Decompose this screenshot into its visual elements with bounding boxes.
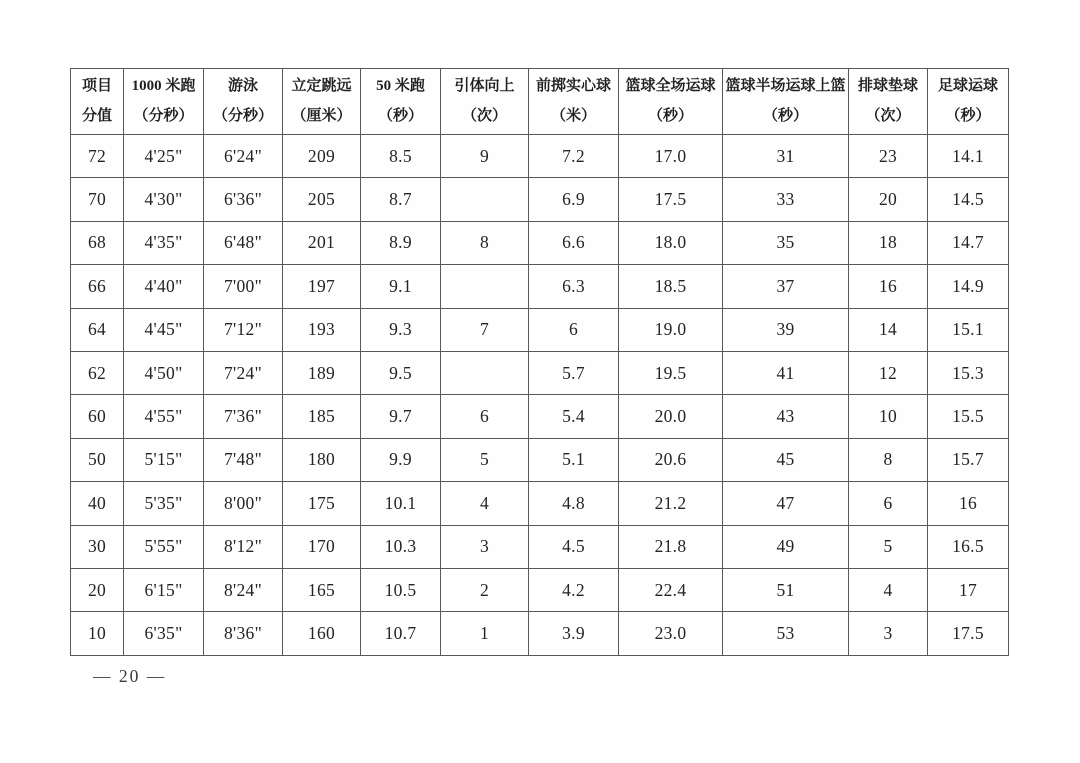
table-cell: 20.0 bbox=[619, 395, 723, 438]
table-cell: 10.1 bbox=[361, 482, 441, 525]
table-cell: 16.5 bbox=[928, 525, 1009, 568]
table-cell: 4.5 bbox=[529, 525, 619, 568]
table-cell: 4.8 bbox=[529, 482, 619, 525]
table-cell: 5.7 bbox=[529, 351, 619, 394]
table-cell: 5.4 bbox=[529, 395, 619, 438]
score-cell: 60 bbox=[71, 395, 124, 438]
table-cell: 8'24" bbox=[204, 568, 283, 611]
table-cell: 15.5 bbox=[928, 395, 1009, 438]
header-line: 引体向上 bbox=[454, 78, 515, 95]
table-cell: 16 bbox=[849, 265, 928, 308]
table-cell: 180 bbox=[283, 438, 361, 481]
table-row bbox=[71, 482, 1009, 525]
header-line: 前掷实心球 bbox=[535, 78, 611, 95]
table-cell: 201 bbox=[283, 221, 361, 264]
table-cell: 15.1 bbox=[928, 308, 1009, 351]
table-row bbox=[71, 178, 1009, 221]
header-line: （分秒） bbox=[212, 107, 273, 124]
table-cell: 175 bbox=[283, 482, 361, 525]
table-cell: 20 bbox=[849, 178, 928, 221]
table-cell: 5 bbox=[849, 525, 928, 568]
column-header-cell bbox=[441, 69, 529, 135]
table-cell: 15.7 bbox=[928, 438, 1009, 481]
score-cell: 20 bbox=[71, 568, 124, 611]
table-cell: 10.5 bbox=[361, 568, 441, 611]
table-cell: 18.0 bbox=[619, 221, 723, 264]
column-header-cell bbox=[849, 69, 928, 135]
table-cell: 4'25" bbox=[124, 135, 204, 178]
table-cell: 9.5 bbox=[361, 351, 441, 394]
table-cell: 6'35" bbox=[124, 612, 204, 655]
table-row bbox=[71, 612, 1009, 655]
table-cell: 41 bbox=[723, 351, 849, 394]
table-cell: 209 bbox=[283, 135, 361, 178]
header-line: 排球垫球 bbox=[857, 78, 918, 95]
table-cell: 7'12" bbox=[204, 308, 283, 351]
header-line: （米） bbox=[550, 107, 596, 124]
table-cell: 17.0 bbox=[619, 135, 723, 178]
table-row bbox=[71, 351, 1009, 394]
table-cell: 5.1 bbox=[529, 438, 619, 481]
table-cell: 14.5 bbox=[928, 178, 1009, 221]
table-cell: 10 bbox=[849, 395, 928, 438]
table-cell: 4 bbox=[849, 568, 928, 611]
table-cell: 8.5 bbox=[361, 135, 441, 178]
table-cell: 8.7 bbox=[361, 178, 441, 221]
table-cell: 14 bbox=[849, 308, 928, 351]
header-line: （秒） bbox=[762, 107, 808, 124]
table-cell: 21.2 bbox=[619, 482, 723, 525]
table-cell: 16 bbox=[928, 482, 1009, 525]
table-cell: 7 bbox=[441, 308, 529, 351]
score-cell: 68 bbox=[71, 221, 124, 264]
table-cell: 3 bbox=[849, 612, 928, 655]
column-header-cell bbox=[204, 69, 283, 135]
table-cell: 6.9 bbox=[529, 178, 619, 221]
column-header-cell bbox=[928, 69, 1009, 135]
table-cell: 20.6 bbox=[619, 438, 723, 481]
table-cell: 17 bbox=[928, 568, 1009, 611]
header-line: 1000 米跑 bbox=[131, 78, 196, 95]
table-row bbox=[71, 308, 1009, 351]
table-cell: 7'48" bbox=[204, 438, 283, 481]
score-cell: 70 bbox=[71, 178, 124, 221]
table-cell: 39 bbox=[723, 308, 849, 351]
table-cell: 6 bbox=[529, 308, 619, 351]
table-cell: 23.0 bbox=[619, 612, 723, 655]
score-cell: 10 bbox=[71, 612, 124, 655]
header-line: 游泳 bbox=[227, 78, 258, 95]
table-cell: 6'15" bbox=[124, 568, 204, 611]
table-row bbox=[71, 265, 1009, 308]
table-cell: 10.3 bbox=[361, 525, 441, 568]
table-cell: 2 bbox=[441, 568, 529, 611]
table-cell: 8.9 bbox=[361, 221, 441, 264]
table-cell: 53 bbox=[723, 612, 849, 655]
table-cell: 14.1 bbox=[928, 135, 1009, 178]
table-cell: 205 bbox=[283, 178, 361, 221]
table-cell: 31 bbox=[723, 135, 849, 178]
table-cell: 9.9 bbox=[361, 438, 441, 481]
table-cell: 9.7 bbox=[361, 395, 441, 438]
header-line: 项目 bbox=[81, 78, 112, 95]
table-cell: 49 bbox=[723, 525, 849, 568]
table-cell: 7'00" bbox=[204, 265, 283, 308]
table-cell: 6 bbox=[441, 395, 529, 438]
table-cell: 4'55" bbox=[124, 395, 204, 438]
table-cell: 33 bbox=[723, 178, 849, 221]
table-cell: 193 bbox=[283, 308, 361, 351]
fitness-score-table bbox=[70, 68, 1009, 656]
table-cell: 18 bbox=[849, 221, 928, 264]
header-line: （厘米） bbox=[291, 107, 352, 124]
table-cell: 170 bbox=[283, 525, 361, 568]
table-cell bbox=[441, 265, 529, 308]
table-cell: 5 bbox=[441, 438, 529, 481]
table-cell: 21.8 bbox=[619, 525, 723, 568]
table-cell: 8'00" bbox=[204, 482, 283, 525]
table-cell: 43 bbox=[723, 395, 849, 438]
header-line: 50 米跑 bbox=[376, 78, 425, 95]
table-row bbox=[71, 135, 1009, 178]
table-cell: 9.1 bbox=[361, 265, 441, 308]
table-cell: 8 bbox=[441, 221, 529, 264]
table-cell: 4'30" bbox=[124, 178, 204, 221]
header-line: （次） bbox=[865, 107, 911, 124]
table-cell: 18.5 bbox=[619, 265, 723, 308]
table-cell: 4'40" bbox=[124, 265, 204, 308]
header-line: 立定跳远 bbox=[291, 78, 352, 95]
table-header bbox=[71, 69, 1009, 135]
header-line: （秒） bbox=[647, 107, 693, 124]
table-cell: 197 bbox=[283, 265, 361, 308]
table-cell: 5'55" bbox=[124, 525, 204, 568]
table-cell: 1 bbox=[441, 612, 529, 655]
table-cell: 10.7 bbox=[361, 612, 441, 655]
table-cell: 6'48" bbox=[204, 221, 283, 264]
table-cell: 160 bbox=[283, 612, 361, 655]
column-header-cell bbox=[619, 69, 723, 135]
column-header-cell bbox=[529, 69, 619, 135]
table-cell: 35 bbox=[723, 221, 849, 264]
table-cell: 185 bbox=[283, 395, 361, 438]
table-cell: 6'36" bbox=[204, 178, 283, 221]
header-line: （秒） bbox=[377, 107, 423, 124]
table-cell: 14.7 bbox=[928, 221, 1009, 264]
column-header-cell bbox=[361, 69, 441, 135]
table-cell: 5'35" bbox=[124, 482, 204, 525]
score-cell: 64 bbox=[71, 308, 124, 351]
table-cell: 7'36" bbox=[204, 395, 283, 438]
table-cell: 9 bbox=[441, 135, 529, 178]
table-cell: 37 bbox=[723, 265, 849, 308]
table-cell: 4'35" bbox=[124, 221, 204, 264]
table-row bbox=[71, 438, 1009, 481]
column-header-cell bbox=[283, 69, 361, 135]
table-cell: 19.0 bbox=[619, 308, 723, 351]
table-header-row bbox=[71, 69, 1009, 135]
header-line: 分值 bbox=[81, 107, 112, 124]
table-cell: 8 bbox=[849, 438, 928, 481]
table-row bbox=[71, 525, 1009, 568]
table-cell: 12 bbox=[849, 351, 928, 394]
table-cell bbox=[441, 178, 529, 221]
table-row bbox=[71, 395, 1009, 438]
table-cell: 7'24" bbox=[204, 351, 283, 394]
table-cell: 6 bbox=[849, 482, 928, 525]
header-line: 足球运球 bbox=[937, 78, 998, 95]
table-cell: 19.5 bbox=[619, 351, 723, 394]
header-line: 篮球半场运球上篮 bbox=[725, 78, 846, 95]
table-cell: 6'24" bbox=[204, 135, 283, 178]
table-cell: 6.3 bbox=[529, 265, 619, 308]
table-cell: 14.9 bbox=[928, 265, 1009, 308]
table-cell: 3.9 bbox=[529, 612, 619, 655]
table-cell: 47 bbox=[723, 482, 849, 525]
table-cell: 6.6 bbox=[529, 221, 619, 264]
table-cell: 23 bbox=[849, 135, 928, 178]
table-cell: 4'45" bbox=[124, 308, 204, 351]
header-line: （次） bbox=[461, 107, 507, 124]
score-cell: 50 bbox=[71, 438, 124, 481]
table-cell: 3 bbox=[441, 525, 529, 568]
score-cell: 72 bbox=[71, 135, 124, 178]
table-row bbox=[71, 221, 1009, 264]
table-cell: 165 bbox=[283, 568, 361, 611]
table-cell: 5'15" bbox=[124, 438, 204, 481]
score-cell: 30 bbox=[71, 525, 124, 568]
table-cell: 8'12" bbox=[204, 525, 283, 568]
score-cell: 40 bbox=[71, 482, 124, 525]
column-header-cell bbox=[124, 69, 204, 135]
table-cell: 4 bbox=[441, 482, 529, 525]
table-cell: 9.3 bbox=[361, 308, 441, 351]
score-cell: 62 bbox=[71, 351, 124, 394]
column-header-cell bbox=[723, 69, 849, 135]
table-cell: 189 bbox=[283, 351, 361, 394]
table-cell: 8'36" bbox=[204, 612, 283, 655]
score-cell: 66 bbox=[71, 265, 124, 308]
table-cell: 17.5 bbox=[619, 178, 723, 221]
table-cell: 7.2 bbox=[529, 135, 619, 178]
corner-header-cell bbox=[71, 69, 124, 135]
header-line: （秒） bbox=[945, 107, 991, 124]
table-cell: 15.3 bbox=[928, 351, 1009, 394]
table-cell: 51 bbox=[723, 568, 849, 611]
table-cell: 4'50" bbox=[124, 351, 204, 394]
table-body bbox=[71, 135, 1009, 656]
page-number: — 20 — bbox=[93, 666, 167, 686]
table-row bbox=[71, 568, 1009, 611]
table-cell: 17.5 bbox=[928, 612, 1009, 655]
table-cell: 4.2 bbox=[529, 568, 619, 611]
header-line: （分秒） bbox=[133, 107, 194, 124]
table-cell: 45 bbox=[723, 438, 849, 481]
table-cell: 22.4 bbox=[619, 568, 723, 611]
table-cell bbox=[441, 351, 529, 394]
header-line: 篮球全场运球 bbox=[625, 78, 716, 95]
